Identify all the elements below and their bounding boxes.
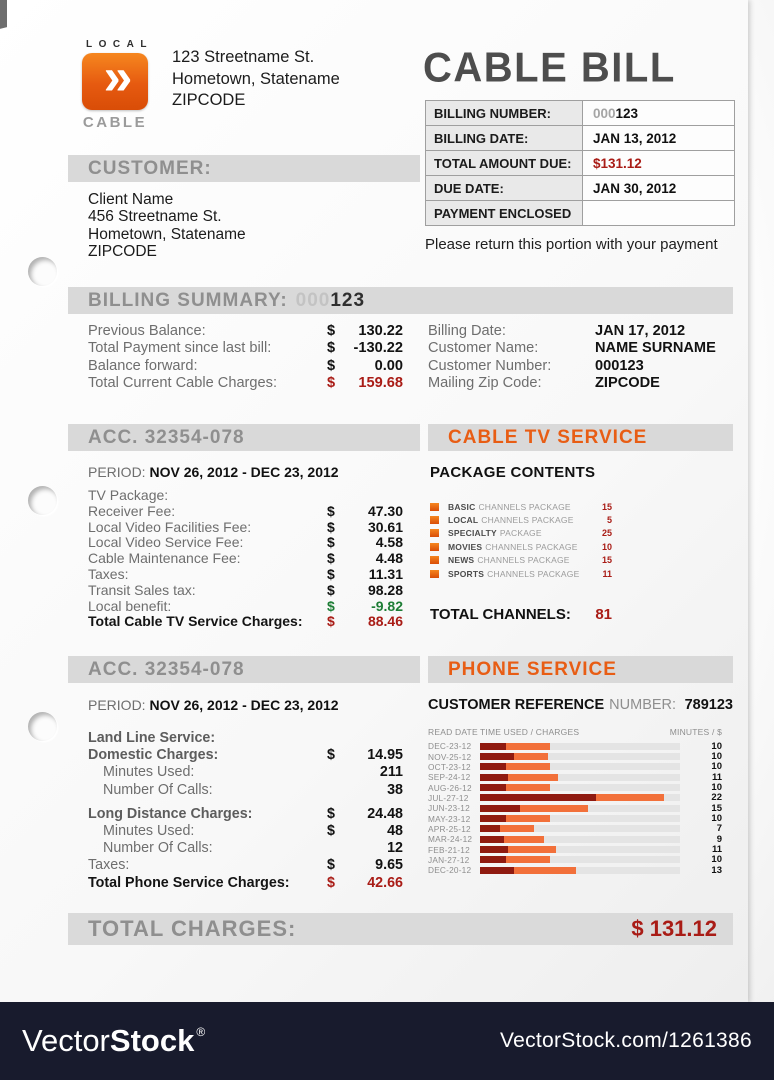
chart-row: [428, 834, 722, 844]
charge-row: [88, 550, 403, 566]
charge-label: Number Of Calls:: [103, 840, 213, 857]
address-line: 456 Streetname St.: [88, 208, 222, 226]
vectorstock-logo: [22, 1023, 205, 1059]
charge-amount: 9.65: [375, 857, 403, 874]
chart-minutes-value: 7: [716, 823, 722, 835]
billing-summary-heading: BILLING SUMMARY:: [88, 289, 288, 311]
currency-sign: $: [327, 518, 335, 535]
address-line: ZIPCODE: [172, 91, 246, 109]
charge-row: [88, 747, 403, 764]
package-bullet-icon: [430, 516, 439, 524]
chart-bar-track: [480, 815, 680, 822]
package-channel-count: 25: [601, 528, 612, 539]
charge-label: Land Line Service:: [88, 730, 216, 746]
package-channel-count: 15: [601, 501, 612, 512]
tv-period-value: NOV 26, 2012 - DEC 23, 2012: [149, 464, 339, 480]
charge-label: Transit Sales tax:: [88, 581, 196, 598]
chart-minutes-value: 10: [711, 854, 722, 866]
phone-period: [88, 697, 339, 713]
package-bullet-icon: [430, 556, 439, 564]
billing-table-value: [583, 151, 734, 175]
chart-row: [428, 824, 722, 834]
customer-reference-value: 789123: [684, 697, 733, 713]
summary-detail-label: Billing Date:: [428, 323, 506, 339]
charge-amount: 42.66: [367, 874, 403, 891]
chart-row: [428, 813, 722, 823]
package-name: SPORTS: [448, 568, 485, 579]
currency-sign: $: [327, 565, 335, 582]
package-name-rest: CHANNELS PACKAGE: [477, 555, 570, 566]
charge-row: [88, 823, 403, 840]
chart-row: [428, 844, 722, 854]
currency-sign: $: [327, 502, 335, 519]
chart-row: [428, 865, 722, 875]
charge-amount: 211: [379, 764, 403, 781]
charge-row: [88, 806, 403, 823]
charge-label: Cable Maintenance Fee:: [88, 550, 241, 567]
chart-bar-charges: [480, 805, 520, 812]
package-name-rest: CHANNELS PACKAGE: [485, 541, 578, 552]
customer-heading: CUSTOMER:: [88, 157, 212, 179]
package-name: NEWS: [448, 555, 475, 566]
customer-reference-label: NUMBER:: [609, 697, 677, 713]
punch-hole: [28, 486, 57, 515]
package-channel-count: 10: [601, 541, 612, 552]
tv-service-band: [428, 424, 733, 451]
currency-sign: $: [327, 597, 335, 614]
charge-amount: 14.95: [367, 747, 403, 764]
chart-bar-time-used: [506, 784, 550, 791]
chart-bar-charges: [480, 825, 500, 832]
chart-read-date: OCT-23-12: [428, 761, 471, 772]
charge-label: Total Phone Service Charges:: [88, 874, 290, 891]
total-channels-value: 81: [595, 606, 612, 623]
billing-table-value-text: JAN 13, 2012: [593, 130, 677, 146]
chart-row: [428, 855, 722, 865]
charge-amount: 11.31: [368, 565, 403, 582]
charge-label: Long Distance Charges:: [88, 805, 253, 822]
charge-label: Previous Balance:: [88, 323, 206, 339]
billing-table-value: [583, 201, 734, 225]
billing-table-row: [426, 176, 734, 201]
charge-row: [88, 375, 403, 392]
chart-bar-time-used: [500, 825, 534, 832]
package-bullet-icon: [430, 503, 439, 511]
charge-label: Taxes:: [88, 857, 130, 874]
billing-table-value: [583, 101, 734, 125]
total-charges-label: TOTAL CHARGES:: [88, 916, 297, 941]
charge-row: [88, 613, 403, 629]
charge-row: [88, 323, 403, 340]
phone-charges-list: [88, 730, 403, 892]
chart-read-date: MAY-23-12: [428, 813, 471, 824]
package-bullet-icon: [430, 529, 439, 537]
address-line: Hometown, Statename: [172, 69, 340, 88]
watermark-footer: [0, 1002, 774, 1080]
logo-box: »: [82, 53, 148, 110]
charge-label: Number Of Calls:: [103, 781, 213, 798]
package-item: [430, 513, 612, 526]
currency-sign: $: [327, 857, 335, 874]
summary-detail-row: [428, 323, 733, 340]
currency-sign: $: [327, 375, 336, 392]
summary-detail-row: [428, 358, 733, 375]
chart-row: [428, 782, 722, 792]
chart-bar-time-used: [520, 805, 588, 812]
chart-header-read-date: READ DATE: [428, 727, 478, 737]
chart-bar-charges: [480, 815, 506, 822]
chart-bar-time-used: [506, 763, 550, 770]
company-logo: [80, 39, 153, 131]
watermark-reference: VectorStock.com/1261386: [499, 1029, 752, 1052]
chart-read-date: DEC-23-12: [428, 741, 472, 752]
billing-table-row: [426, 126, 734, 151]
charge-amount: -130.22: [353, 340, 403, 357]
chart-bar-time-used: [508, 774, 558, 781]
chart-minutes-value: 22: [711, 792, 722, 804]
package-contents-heading: PACKAGE CONTENTS: [430, 464, 596, 481]
chart-bar-time-used: [506, 815, 550, 822]
summary-detail-value: 000123: [595, 357, 644, 374]
charge-amount: 159.68: [358, 375, 403, 392]
chart-read-date: APR-25-12: [428, 823, 471, 834]
total-charges-band: [68, 913, 733, 945]
chart-minutes-value: 10: [711, 813, 722, 825]
package-bullet-icon: [430, 570, 439, 578]
chart-bar-charges: [480, 763, 506, 770]
address-line: ZIPCODE: [88, 243, 157, 261]
chart-bar-track: [480, 805, 680, 812]
punch-hole: [28, 712, 57, 741]
phone-period-value: NOV 26, 2012 - DEC 23, 2012: [149, 697, 339, 713]
currency-sign: $: [327, 323, 336, 339]
billing-summary-band: [68, 287, 733, 314]
charge-label: Domestic Charges:: [88, 747, 219, 764]
charge-row: [88, 582, 403, 598]
chart-bar-track: [480, 753, 680, 760]
chart-rows: [428, 741, 722, 875]
chart-bar-charges: [480, 753, 514, 760]
summary-detail-label: Customer Number:: [428, 357, 552, 374]
currency-sign: $: [327, 822, 335, 839]
charge-amount: 98.28: [367, 581, 403, 598]
charge-amount: 4.48: [375, 550, 403, 567]
chart-row: [428, 751, 722, 761]
chart-bar-time-used: [504, 836, 544, 843]
tv-service-title: CABLE TV SERVICE: [448, 426, 648, 448]
chart-minutes-value: 10: [711, 761, 722, 773]
logo-bottom-label: CABLE: [82, 114, 148, 131]
charge-label: Balance forward:: [88, 357, 198, 374]
package-name-rest: PACKAGE: [499, 528, 542, 539]
package-item: [430, 500, 612, 513]
currency-sign: $: [327, 357, 336, 374]
charge-amount: 24.48: [367, 805, 403, 822]
billing-table-value-text: JAN 30, 2012: [593, 180, 677, 196]
chart-read-date: JUN-23-12: [428, 803, 470, 814]
chart-minutes-value: 9: [716, 833, 722, 845]
charge-label: Total Cable TV Service Charges:: [88, 613, 303, 630]
chart-bar-charges: [480, 867, 514, 874]
charge-row: [88, 358, 403, 375]
tv-period: [88, 464, 339, 480]
chart-bar-track: [480, 784, 680, 791]
chart-header-minutes: MINUTES / $: [669, 727, 722, 737]
tv-charges-list: [88, 487, 403, 629]
phone-account-band: [68, 656, 420, 683]
charge-row: [88, 519, 403, 535]
billing-info-table: [425, 100, 735, 226]
package-item: [430, 527, 612, 540]
logo-top-label: LOCAL: [86, 39, 153, 50]
billing-table-row: [426, 201, 734, 225]
package-name: MOVIES: [448, 541, 483, 552]
chart-minutes-value: 11: [711, 771, 722, 783]
billing-table-value: [583, 176, 734, 200]
phone-account-number: ACC. 32354-078: [88, 658, 245, 680]
chart-bar-charges: [480, 743, 506, 750]
tv-period-label: PERIOD:: [88, 464, 146, 480]
charge-amount: 48: [387, 822, 403, 839]
billing-table-label: BILLING NUMBER:: [426, 101, 583, 125]
tv-account-band: [68, 424, 420, 451]
chart-minutes-value: 11: [711, 844, 722, 856]
package-channel-count: 5: [606, 515, 612, 526]
charge-label: Total Current Cable Charges:: [88, 375, 277, 392]
billing-summary-amounts: [88, 323, 403, 393]
charge-label: Local Video Facilities Fee:: [88, 518, 252, 535]
customer-address: [88, 191, 246, 261]
phone-service-title: PHONE SERVICE: [448, 658, 617, 680]
charge-row: [88, 340, 403, 357]
chart-minutes-value: 13: [711, 864, 722, 876]
address-line: Client Name: [88, 191, 174, 208]
chart-bar-charges: [480, 836, 504, 843]
billing-table-row: [426, 151, 734, 176]
charge-amount: 0.00: [374, 357, 403, 374]
charge-label: Minutes Used:: [103, 764, 195, 781]
charge-label: Local Video Service Fee:: [88, 534, 244, 551]
chart-row: [428, 793, 722, 803]
billing-number-muted: 000: [593, 105, 616, 121]
charge-row: [88, 875, 403, 892]
currency-sign: $: [327, 747, 335, 764]
chart-bar-track: [480, 846, 680, 853]
chart-minutes-value: 15: [711, 802, 722, 814]
chart-header-bars: TIME USED / CHARGES: [480, 727, 580, 737]
charge-amount: 130.22: [358, 323, 403, 339]
chart-bar-track: [480, 867, 680, 874]
package-item: [430, 540, 612, 553]
chart-bar-charges: [480, 856, 506, 863]
chart-bar-charges: [480, 794, 596, 801]
currency-sign: $: [327, 613, 335, 630]
chart-bar-time-used: [596, 794, 664, 801]
page-corner-fold: [0, 0, 7, 29]
package-channel-count: 15: [601, 555, 612, 566]
billing-number: 123: [330, 289, 366, 311]
summary-detail-row: [428, 375, 733, 392]
customer-band: [68, 155, 420, 182]
billing-summary-details: [428, 323, 733, 393]
currency-sign: $: [327, 550, 335, 567]
chart-bar-time-used: [508, 846, 556, 853]
chart-read-date: SEP-24-12: [428, 772, 471, 783]
billing-table-label: PAYMENT ENCLOSED: [426, 201, 583, 225]
phone-period-label: PERIOD:: [88, 697, 146, 713]
currency-sign: $: [327, 581, 335, 598]
chart-minutes-value: 10: [711, 751, 722, 763]
customer-reference-row: [428, 697, 733, 713]
chart-bar-charges: [480, 774, 508, 781]
billing-table-value: [583, 126, 734, 150]
summary-detail-value: JAN 17, 2012: [595, 323, 686, 339]
chart-bar-track: [480, 825, 680, 832]
charge-amount: 88.46: [367, 613, 403, 630]
charge-amount: 12: [387, 840, 403, 857]
total-charges-value: $ 131.12: [631, 916, 717, 941]
chart-bar-track: [480, 774, 680, 781]
charge-amount: 38: [387, 781, 403, 798]
charge-amount: 47.30: [367, 502, 403, 519]
charge-label: Total Payment since last bill:: [88, 340, 272, 357]
chart-row: [428, 762, 722, 772]
billing-number-muted: 000: [295, 289, 331, 311]
address-line: 123 Streetname St.: [172, 48, 315, 66]
brand-light: Vector: [22, 1023, 110, 1058]
summary-detail-label: Customer Name:: [428, 340, 539, 357]
charge-label: Receiver Fee:: [88, 502, 176, 519]
charge-row: [88, 487, 403, 503]
currency-sign: $: [327, 340, 336, 357]
chart-bar-track: [480, 763, 680, 770]
currency-sign: $: [327, 805, 335, 822]
total-channels-label: TOTAL CHANNELS:: [430, 606, 571, 623]
billing-table-value-text: 123: [615, 105, 639, 121]
phone-usage-chart: [428, 727, 722, 875]
package-item: [430, 567, 612, 580]
charge-label: TV Package:: [88, 487, 169, 503]
billing-table-label: TOTAL AMOUNT DUE:: [426, 151, 583, 175]
charge-amount: 30.61: [367, 518, 403, 535]
charge-amount: -9.82: [371, 597, 403, 614]
chart-read-date: DEC-20-12: [428, 865, 472, 876]
chart-row: [428, 772, 722, 782]
chart-row: [428, 741, 722, 751]
chart-row: [428, 803, 722, 813]
chart-bar-time-used: [514, 753, 548, 760]
chart-read-date: MAR-24-12: [428, 834, 473, 845]
return-note: Please return this portion with your payment: [425, 236, 718, 253]
charge-row: [88, 840, 403, 857]
charge-row: [88, 857, 403, 874]
summary-detail-row: [428, 340, 733, 357]
chart-bar-track: [480, 743, 680, 750]
chart-read-date: FEB-21-12: [428, 844, 470, 855]
charge-row: [88, 764, 403, 781]
package-channel-count: 11: [602, 568, 612, 579]
package-item: [430, 554, 612, 567]
phone-service-band: [428, 656, 733, 683]
package-name: SPECIALTY: [448, 528, 497, 539]
package-name: LOCAL: [448, 515, 479, 526]
charge-row: [88, 730, 403, 747]
charge-label: Minutes Used:: [103, 822, 195, 839]
chart-bar-time-used: [514, 867, 576, 874]
package-name-rest: CHANNELS PACKAGE: [481, 515, 574, 526]
package-name-rest: CHANNELS PACKAGE: [487, 568, 580, 579]
package-name-rest: CHANNELS PACKAGE: [478, 501, 571, 512]
charge-row: [88, 598, 403, 614]
row-spacer: [88, 799, 403, 806]
charge-row: [88, 503, 403, 519]
charge-row: [88, 782, 403, 799]
tv-account-number: ACC. 32354-078: [88, 426, 245, 448]
package-name: BASIC: [448, 501, 476, 512]
summary-detail-value: NAME SURNAME: [595, 340, 716, 357]
billing-table-value-text: $131.12: [593, 155, 642, 171]
charge-row: [88, 534, 403, 550]
chart-read-date: JUL-27-12: [428, 792, 469, 803]
charge-label: Taxes:: [88, 565, 129, 582]
summary-detail-label: Mailing Zip Code:: [428, 375, 542, 392]
chart-read-date: JAN-27-12: [428, 854, 470, 865]
chart-minutes-value: 10: [711, 740, 722, 752]
billing-table-label: BILLING DATE:: [426, 126, 583, 150]
currency-sign: $: [327, 534, 335, 551]
currency-sign: $: [327, 874, 335, 891]
chart-minutes-value: 10: [711, 782, 722, 794]
summary-detail-value: ZIPCODE: [595, 375, 660, 392]
chart-bar-track: [480, 794, 680, 801]
billing-table-label: DUE DATE:: [426, 176, 583, 200]
brand-bold: Stock: [109, 1023, 195, 1058]
chart-bar-time-used: [506, 743, 550, 750]
chart-read-date: AUG-26-12: [428, 782, 472, 793]
chart-bar-track: [480, 836, 680, 843]
package-contents-list: [430, 500, 612, 580]
chart-bar-time-used: [506, 856, 550, 863]
chart-bar-charges: [480, 784, 506, 791]
chart-read-date: NOV-25-12: [428, 751, 472, 762]
address-line: Hometown, Statename: [88, 225, 246, 243]
customer-reference-label-bold: CUSTOMER REFERENCE: [428, 697, 605, 713]
chart-bar-track: [480, 856, 680, 863]
billing-table-row: [426, 101, 734, 126]
chart-header-row: [428, 727, 722, 737]
charge-amount: 4.58: [375, 534, 403, 551]
page-title: CABLE BILL: [423, 44, 676, 92]
charge-row: [88, 566, 403, 582]
punch-hole: [28, 257, 57, 286]
registered-mark-icon: ®: [196, 1025, 206, 1039]
package-bullet-icon: [430, 543, 439, 551]
sender-address: [172, 47, 340, 112]
total-channels-row: [430, 606, 612, 623]
charge-label: Local benefit:: [88, 597, 172, 614]
chart-bar-charges: [480, 846, 508, 853]
